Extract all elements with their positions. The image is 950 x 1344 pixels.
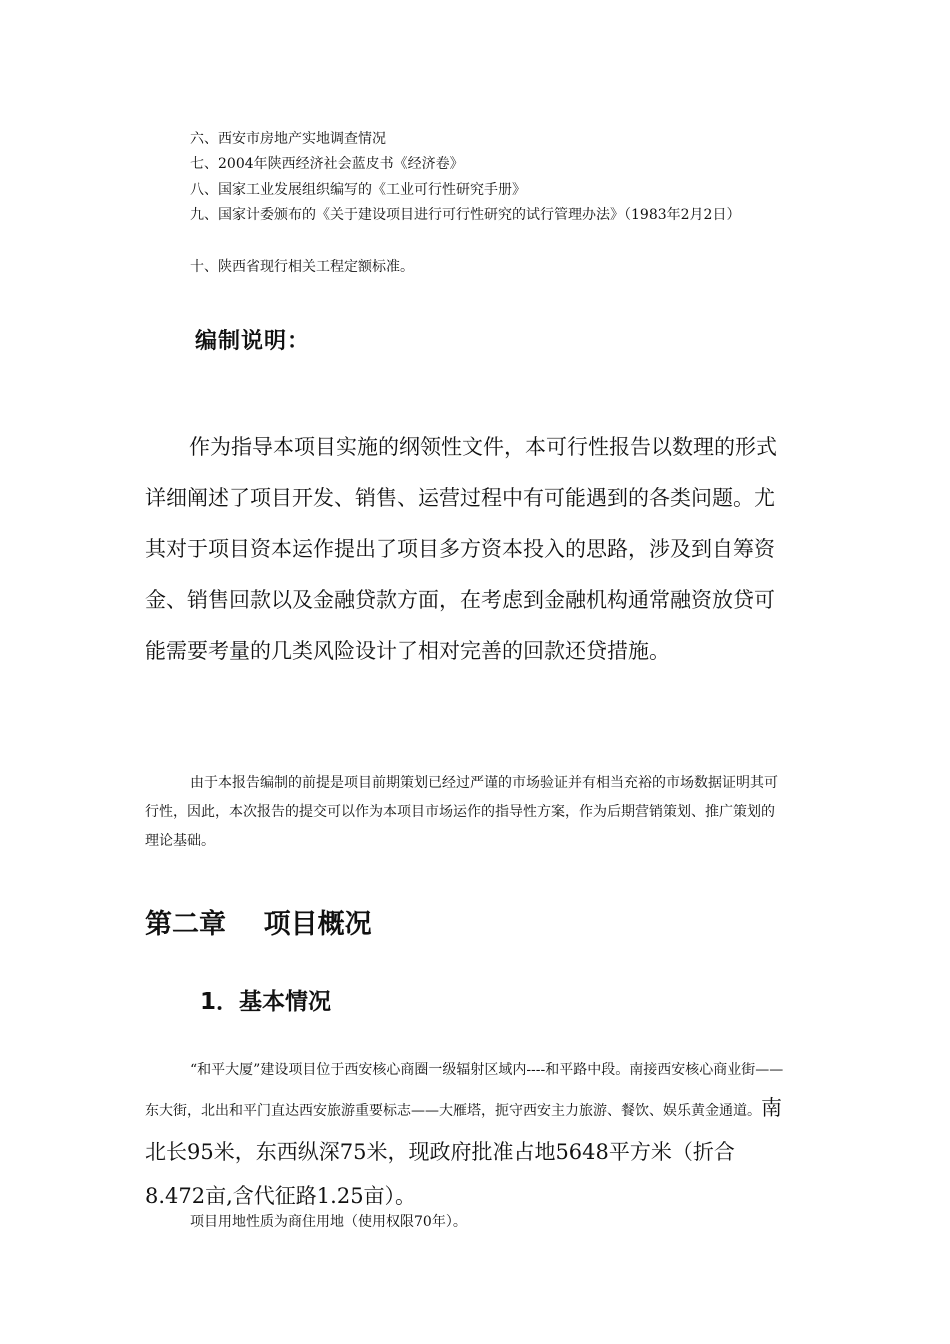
reference-item-6: 六、西安市房地产实地调查情况 bbox=[190, 131, 386, 147]
compile-note-paragraph-small: 由于本报告编制的前提是项目前期策划已经过严谨的市场验证并有相当充裕的市场数据证明其可行性，因此，本次报告的提交可以作为本项目市场运作的指导性方案，作为后期营销策划、推广策划的理论基础。 bbox=[145, 775, 778, 849]
reference-item-7: 七、2004年陕西经济社会蓝皮书《经济卷》 bbox=[190, 156, 464, 172]
reference-item-8: 八、国家工业发展组织编写的《工业可行性研究手册》 bbox=[190, 182, 526, 198]
land-use-text: 项目用地性质为商住用地（使用权限70年）。 bbox=[190, 1214, 467, 1230]
basic-info-paragraph bbox=[145, 1054, 790, 1218]
reference-item-10: 十、陕西省现行相关工程定额标准。 bbox=[190, 259, 414, 275]
compile-note-paragraph-large: 作为指导本项目实施的纲领性文件，本可行性报告以数理的形式详细阐述了项目开发、销售、运营过程中有可能遇到的各类问题。尤其对于项目资本运作提出了项目多方资本投入的思路，涉及到自筹资金、销售回款以及金融贷款方面，在考虑到金融机构通常融资放贷可能需要考量的几类风险设计了相对完善的回款还贷措施。 bbox=[145, 435, 777, 663]
chapter-title: 第二章 项目概况 bbox=[145, 909, 372, 940]
basic-info-location-text: “和平大厦”建设项目位于西安核心商圈一级辐射区域内----和平路中段。南接西安核心商业街——东大街，北出和平门直达西安旅游重要标志——大雁塔，扼守西安主力旅游、餐饮、娱乐黄金通道。 bbox=[145, 1062, 784, 1119]
compile-note-heading: 编制说明： bbox=[195, 329, 311, 354]
reference-item-9: 九、国家计委颁布的《关于建设项目进行可行性研究的试行管理办法》（1983年2月2日） bbox=[190, 207, 741, 223]
section-title: 1．基本情况 bbox=[200, 989, 332, 1015]
basic-info-dimensions-text: 南北长95米，东西纵深75米，现政府批准占地5648平方米（折合8.472亩,含代征路1.25亩）。 bbox=[145, 1096, 782, 1208]
